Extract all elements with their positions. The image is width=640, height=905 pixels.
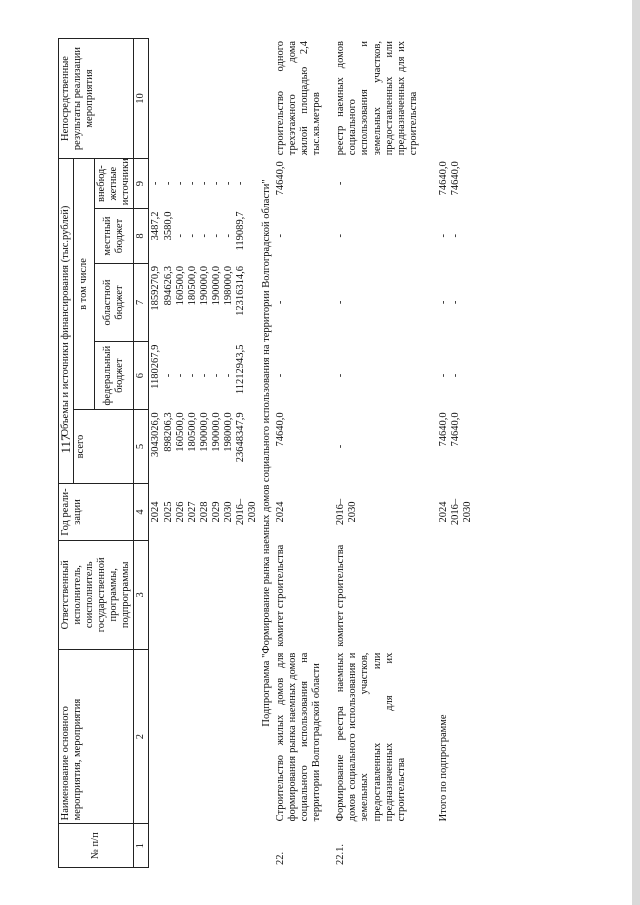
scan-edge: [632, 0, 640, 905]
page-number: 117: [58, 434, 73, 454]
col-number: 10: [134, 39, 149, 159]
col-number: 2: [134, 649, 149, 824]
header-executor: Ответственный исполнитель, соисполнитель государственной программы, подпрограммы: [59, 540, 134, 649]
header-extra: внебюд-жетные источники: [95, 159, 134, 209]
years-cell: 2024 2025 2026 2027 2028 2029 2030 2016– 2030: [150, 498, 258, 526]
header-total: всего: [74, 409, 134, 483]
header-regional: областной бюджет: [95, 263, 134, 342]
totals-total: 74640,0 74640,0: [437, 412, 461, 447]
table-row: [149, 38, 260, 868]
col-number: 7: [134, 263, 149, 342]
col-number: 6: [134, 342, 149, 410]
row-total: -: [335, 444, 347, 449]
header-local: местный бюджет: [95, 209, 134, 264]
header-including: в том числе: [74, 159, 95, 410]
row-regional: -: [275, 300, 287, 305]
row-local: -: [335, 233, 347, 238]
col-number: 5: [134, 409, 149, 483]
totals-row: [437, 38, 475, 868]
table-row: [274, 38, 324, 868]
totals-years: 2024 2016– 2030: [437, 498, 473, 526]
row-num: 22.1.: [335, 844, 347, 865]
header-federal: федеральный бюджет: [95, 342, 134, 410]
row-num: 22.: [275, 851, 287, 865]
col-number: 3: [134, 540, 149, 649]
row-extra: -: [335, 181, 347, 186]
subprogram-title: Подпрограмма "Формирование рынка наемных домов социального использования на территории Волгоградской области": [261, 179, 272, 727]
row-result: строительство одного трехэтажного дома жилой площадью 2,4 тыс.кв.метров: [275, 41, 323, 156]
row-executor: комитет строительства: [275, 544, 287, 647]
row-extra: 74640,0: [275, 161, 287, 196]
totals-regional: - -: [437, 300, 461, 305]
header-funding: Объемы и источники финансирования (тыс.рублей): [59, 159, 74, 484]
col-number: 9: [134, 159, 149, 209]
totals-extra: 74640,0 74640,0: [437, 161, 461, 196]
header-table: [58, 38, 149, 868]
table-row: [334, 38, 420, 868]
row-federal: -: [335, 373, 347, 378]
header-num: № п/п: [59, 824, 134, 868]
federal-cell: 1180267,9 - - - - - - 11212943,5: [150, 344, 246, 395]
col-number: 4: [134, 484, 149, 541]
row-total: 74640,0: [275, 412, 287, 447]
header-year: Год реали-зации: [59, 484, 134, 541]
row-year: 2016– 2030: [335, 498, 359, 526]
row-federal: -: [275, 373, 287, 378]
col-number: 1: [134, 824, 149, 868]
totals-federal: - -: [437, 373, 461, 378]
budget-table-sheet: [58, 38, 508, 868]
local-cell: 3487,2 3580,0 - - - - - 119089,7: [150, 211, 246, 251]
totals-local: - -: [437, 233, 461, 238]
header-results: Непосредственные результаты реализации мероприятия: [59, 39, 134, 159]
total-cell: 3043026,0 898206,3 160500,0 180500,0 190000,0 190000,0 198000,0 23648347,9: [150, 412, 246, 463]
body-table: [149, 38, 475, 868]
extra-cell: - - - - - - - -: [150, 181, 246, 186]
row-result: реестр наемных домов социального использования и земельных участков, предоставленных или предназначенных для их строительства: [335, 41, 419, 156]
col-number: 8: [134, 209, 149, 264]
header-name: Наименование основного мероприятия, мероприятия: [59, 649, 134, 824]
totals-label: Итого по подпрограмме: [437, 714, 449, 822]
regional-cell: 1859270,9 894626,3 160500,0 180500,0 190000,0 190000,0 198000,0 12316314,6: [150, 266, 246, 316]
row-local: -: [275, 233, 287, 238]
row-name: Строительство жилых домов для формирования рынка наемных домов социального использования на территории Волгоградской области: [275, 652, 323, 822]
row-executor: комитет строительства: [335, 544, 347, 647]
row-regional: -: [335, 300, 347, 305]
row-name: Формирование реестра наемных домов социального использования и земельных участков, предоставленных или предназначенных для их строительства: [335, 652, 407, 822]
row-year: 2024: [275, 501, 287, 523]
